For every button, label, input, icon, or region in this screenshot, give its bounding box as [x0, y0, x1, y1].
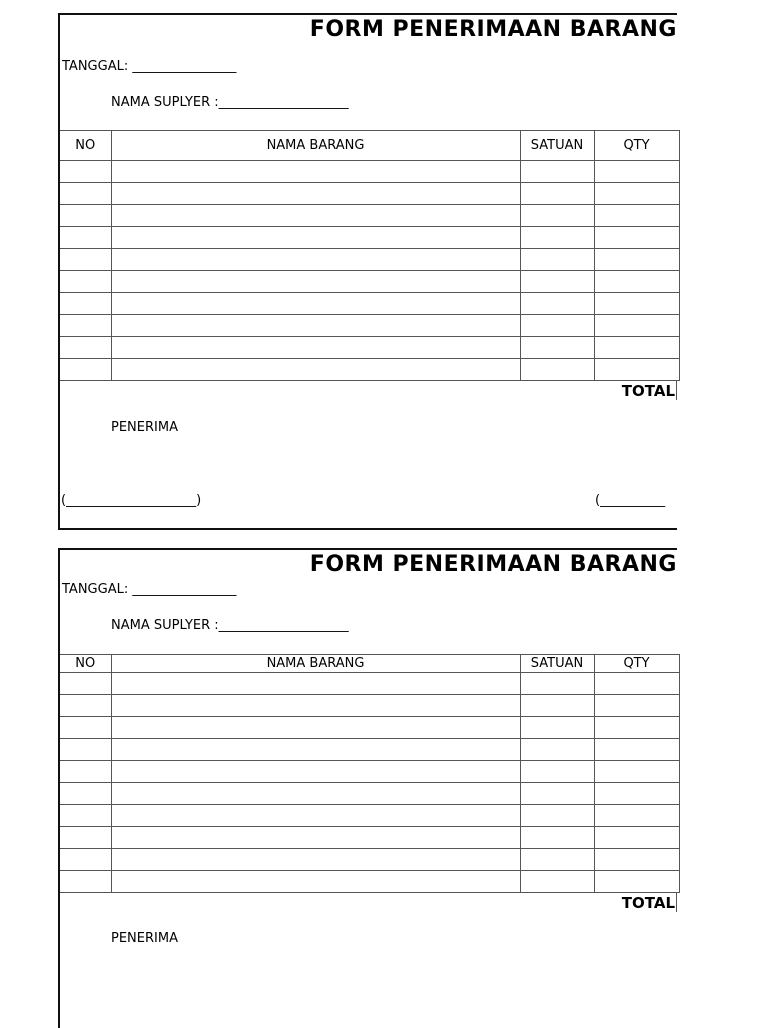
table-row: [60, 293, 679, 315]
penerima-label: PENERIMA: [111, 931, 178, 946]
cell-nama-barang[interactable]: [111, 805, 520, 827]
cell-nama-barang[interactable]: [111, 315, 520, 337]
cell-no[interactable]: [60, 805, 111, 827]
nama-suplyer-field[interactable]: NAMA SUPLYER :____________________: [111, 95, 349, 110]
cell-qty[interactable]: [594, 673, 679, 695]
table-row: [60, 359, 679, 381]
signature-left[interactable]: (____________________): [61, 493, 202, 508]
table-row: [60, 717, 679, 739]
cell-qty[interactable]: [594, 783, 679, 805]
receipt-form-2: [58, 548, 677, 1028]
cell-satuan[interactable]: [520, 293, 594, 315]
cell-satuan[interactable]: [520, 205, 594, 227]
nama-suplyer-field[interactable]: NAMA SUPLYER :____________________: [111, 618, 349, 633]
cell-qty[interactable]: [594, 805, 679, 827]
table-row: [60, 249, 679, 271]
cell-nama-barang[interactable]: [111, 849, 520, 871]
penerima-label: PENERIMA: [111, 420, 178, 435]
cell-qty[interactable]: [594, 871, 679, 893]
table-row: [60, 739, 679, 761]
cell-nama-barang[interactable]: [111, 271, 520, 293]
cell-nama-barang[interactable]: [111, 783, 520, 805]
cell-no[interactable]: [60, 293, 111, 315]
cell-no[interactable]: [60, 673, 111, 695]
cell-no[interactable]: [60, 183, 111, 205]
cell-satuan[interactable]: [520, 271, 594, 293]
cell-satuan[interactable]: [520, 827, 594, 849]
cell-nama-barang[interactable]: [111, 227, 520, 249]
cell-qty[interactable]: [594, 337, 679, 359]
cell-no[interactable]: [60, 315, 111, 337]
cell-qty[interactable]: [594, 205, 679, 227]
table-row: [60, 871, 679, 893]
column-header-satuan: SATUAN: [520, 131, 594, 161]
cell-qty[interactable]: [594, 315, 679, 337]
column-header-nama-barang: NAMA BARANG: [111, 131, 520, 161]
column-header-satuan: SATUAN: [520, 655, 594, 673]
cell-nama-barang[interactable]: [111, 695, 520, 717]
cell-qty[interactable]: [594, 695, 679, 717]
cell-nama-barang[interactable]: [111, 161, 520, 183]
total-divider: [676, 380, 677, 400]
cell-no[interactable]: [60, 161, 111, 183]
table-row: [60, 183, 679, 205]
cell-qty[interactable]: [594, 293, 679, 315]
table-row: [60, 673, 679, 695]
cell-satuan[interactable]: [520, 871, 594, 893]
cell-no[interactable]: [60, 359, 111, 381]
cell-no[interactable]: [60, 717, 111, 739]
table-row: [60, 337, 679, 359]
cell-qty[interactable]: [594, 739, 679, 761]
column-header-no: NO: [60, 655, 111, 673]
cell-satuan[interactable]: [520, 183, 594, 205]
total-label: TOTAL: [621, 894, 675, 912]
cell-no[interactable]: [60, 849, 111, 871]
form-title: FORM PENERIMAAN BARANG: [309, 552, 677, 577]
table-row: [60, 315, 679, 337]
cell-no[interactable]: [60, 227, 111, 249]
cell-satuan[interactable]: [520, 739, 594, 761]
cell-no[interactable]: [60, 827, 111, 849]
receipt-form-1: [58, 13, 677, 530]
cell-qty[interactable]: [594, 271, 679, 293]
cell-qty[interactable]: [594, 249, 679, 271]
cell-satuan[interactable]: [520, 805, 594, 827]
table-row: [60, 805, 679, 827]
table-row: [60, 161, 679, 183]
column-header-nama-barang: NAMA BARANG: [111, 655, 520, 673]
cell-qty[interactable]: [594, 827, 679, 849]
cell-qty[interactable]: [594, 161, 679, 183]
cell-nama-barang[interactable]: [111, 871, 520, 893]
cell-nama-barang[interactable]: [111, 293, 520, 315]
cell-no[interactable]: [60, 337, 111, 359]
column-header-no: NO: [60, 131, 111, 161]
cell-qty[interactable]: [594, 227, 679, 249]
table-row: [60, 827, 679, 849]
cell-satuan[interactable]: [520, 673, 594, 695]
cell-no[interactable]: [60, 871, 111, 893]
signature-right[interactable]: (__________: [595, 493, 666, 508]
cell-satuan[interactable]: [520, 337, 594, 359]
cell-satuan[interactable]: [520, 761, 594, 783]
items-table: [60, 130, 680, 381]
table-row: [60, 695, 679, 717]
cell-satuan[interactable]: [520, 161, 594, 183]
cell-nama-barang[interactable]: [111, 359, 520, 381]
tanggal-field[interactable]: TANGGAL: ________________: [62, 582, 237, 597]
table-row: [60, 761, 679, 783]
cell-nama-barang[interactable]: [111, 183, 520, 205]
table-row: [60, 271, 679, 293]
table-row: [60, 205, 679, 227]
items-table: [60, 654, 680, 893]
cell-no[interactable]: [60, 249, 111, 271]
cell-qty[interactable]: [594, 359, 679, 381]
cell-no[interactable]: [60, 271, 111, 293]
cell-no[interactable]: [60, 739, 111, 761]
cell-satuan[interactable]: [520, 249, 594, 271]
cell-satuan[interactable]: [520, 695, 594, 717]
cell-satuan[interactable]: [520, 315, 594, 337]
column-header-qty: QTY: [594, 131, 679, 161]
total-divider: [676, 892, 677, 912]
cell-no[interactable]: [60, 783, 111, 805]
total-label: TOTAL: [621, 382, 675, 400]
table-row: [60, 227, 679, 249]
cell-nama-barang[interactable]: [111, 739, 520, 761]
cell-nama-barang[interactable]: [111, 205, 520, 227]
cell-satuan[interactable]: [520, 359, 594, 381]
cell-satuan[interactable]: [520, 227, 594, 249]
column-header-qty: QTY: [594, 655, 679, 673]
cell-nama-barang[interactable]: [111, 827, 520, 849]
table-row: [60, 783, 679, 805]
cell-no[interactable]: [60, 205, 111, 227]
cell-qty[interactable]: [594, 849, 679, 871]
cell-nama-barang[interactable]: [111, 761, 520, 783]
cell-nama-barang[interactable]: [111, 717, 520, 739]
form-title: FORM PENERIMAAN BARANG: [309, 17, 677, 42]
cell-qty[interactable]: [594, 183, 679, 205]
cell-qty[interactable]: [594, 717, 679, 739]
cell-no[interactable]: [60, 695, 111, 717]
cell-nama-barang[interactable]: [111, 249, 520, 271]
cell-satuan[interactable]: [520, 717, 594, 739]
cell-qty[interactable]: [594, 761, 679, 783]
cell-satuan[interactable]: [520, 783, 594, 805]
table-row: [60, 849, 679, 871]
cell-nama-barang[interactable]: [111, 673, 520, 695]
cell-satuan[interactable]: [520, 849, 594, 871]
tanggal-field[interactable]: TANGGAL: ________________: [62, 59, 237, 74]
cell-no[interactable]: [60, 761, 111, 783]
cell-nama-barang[interactable]: [111, 337, 520, 359]
